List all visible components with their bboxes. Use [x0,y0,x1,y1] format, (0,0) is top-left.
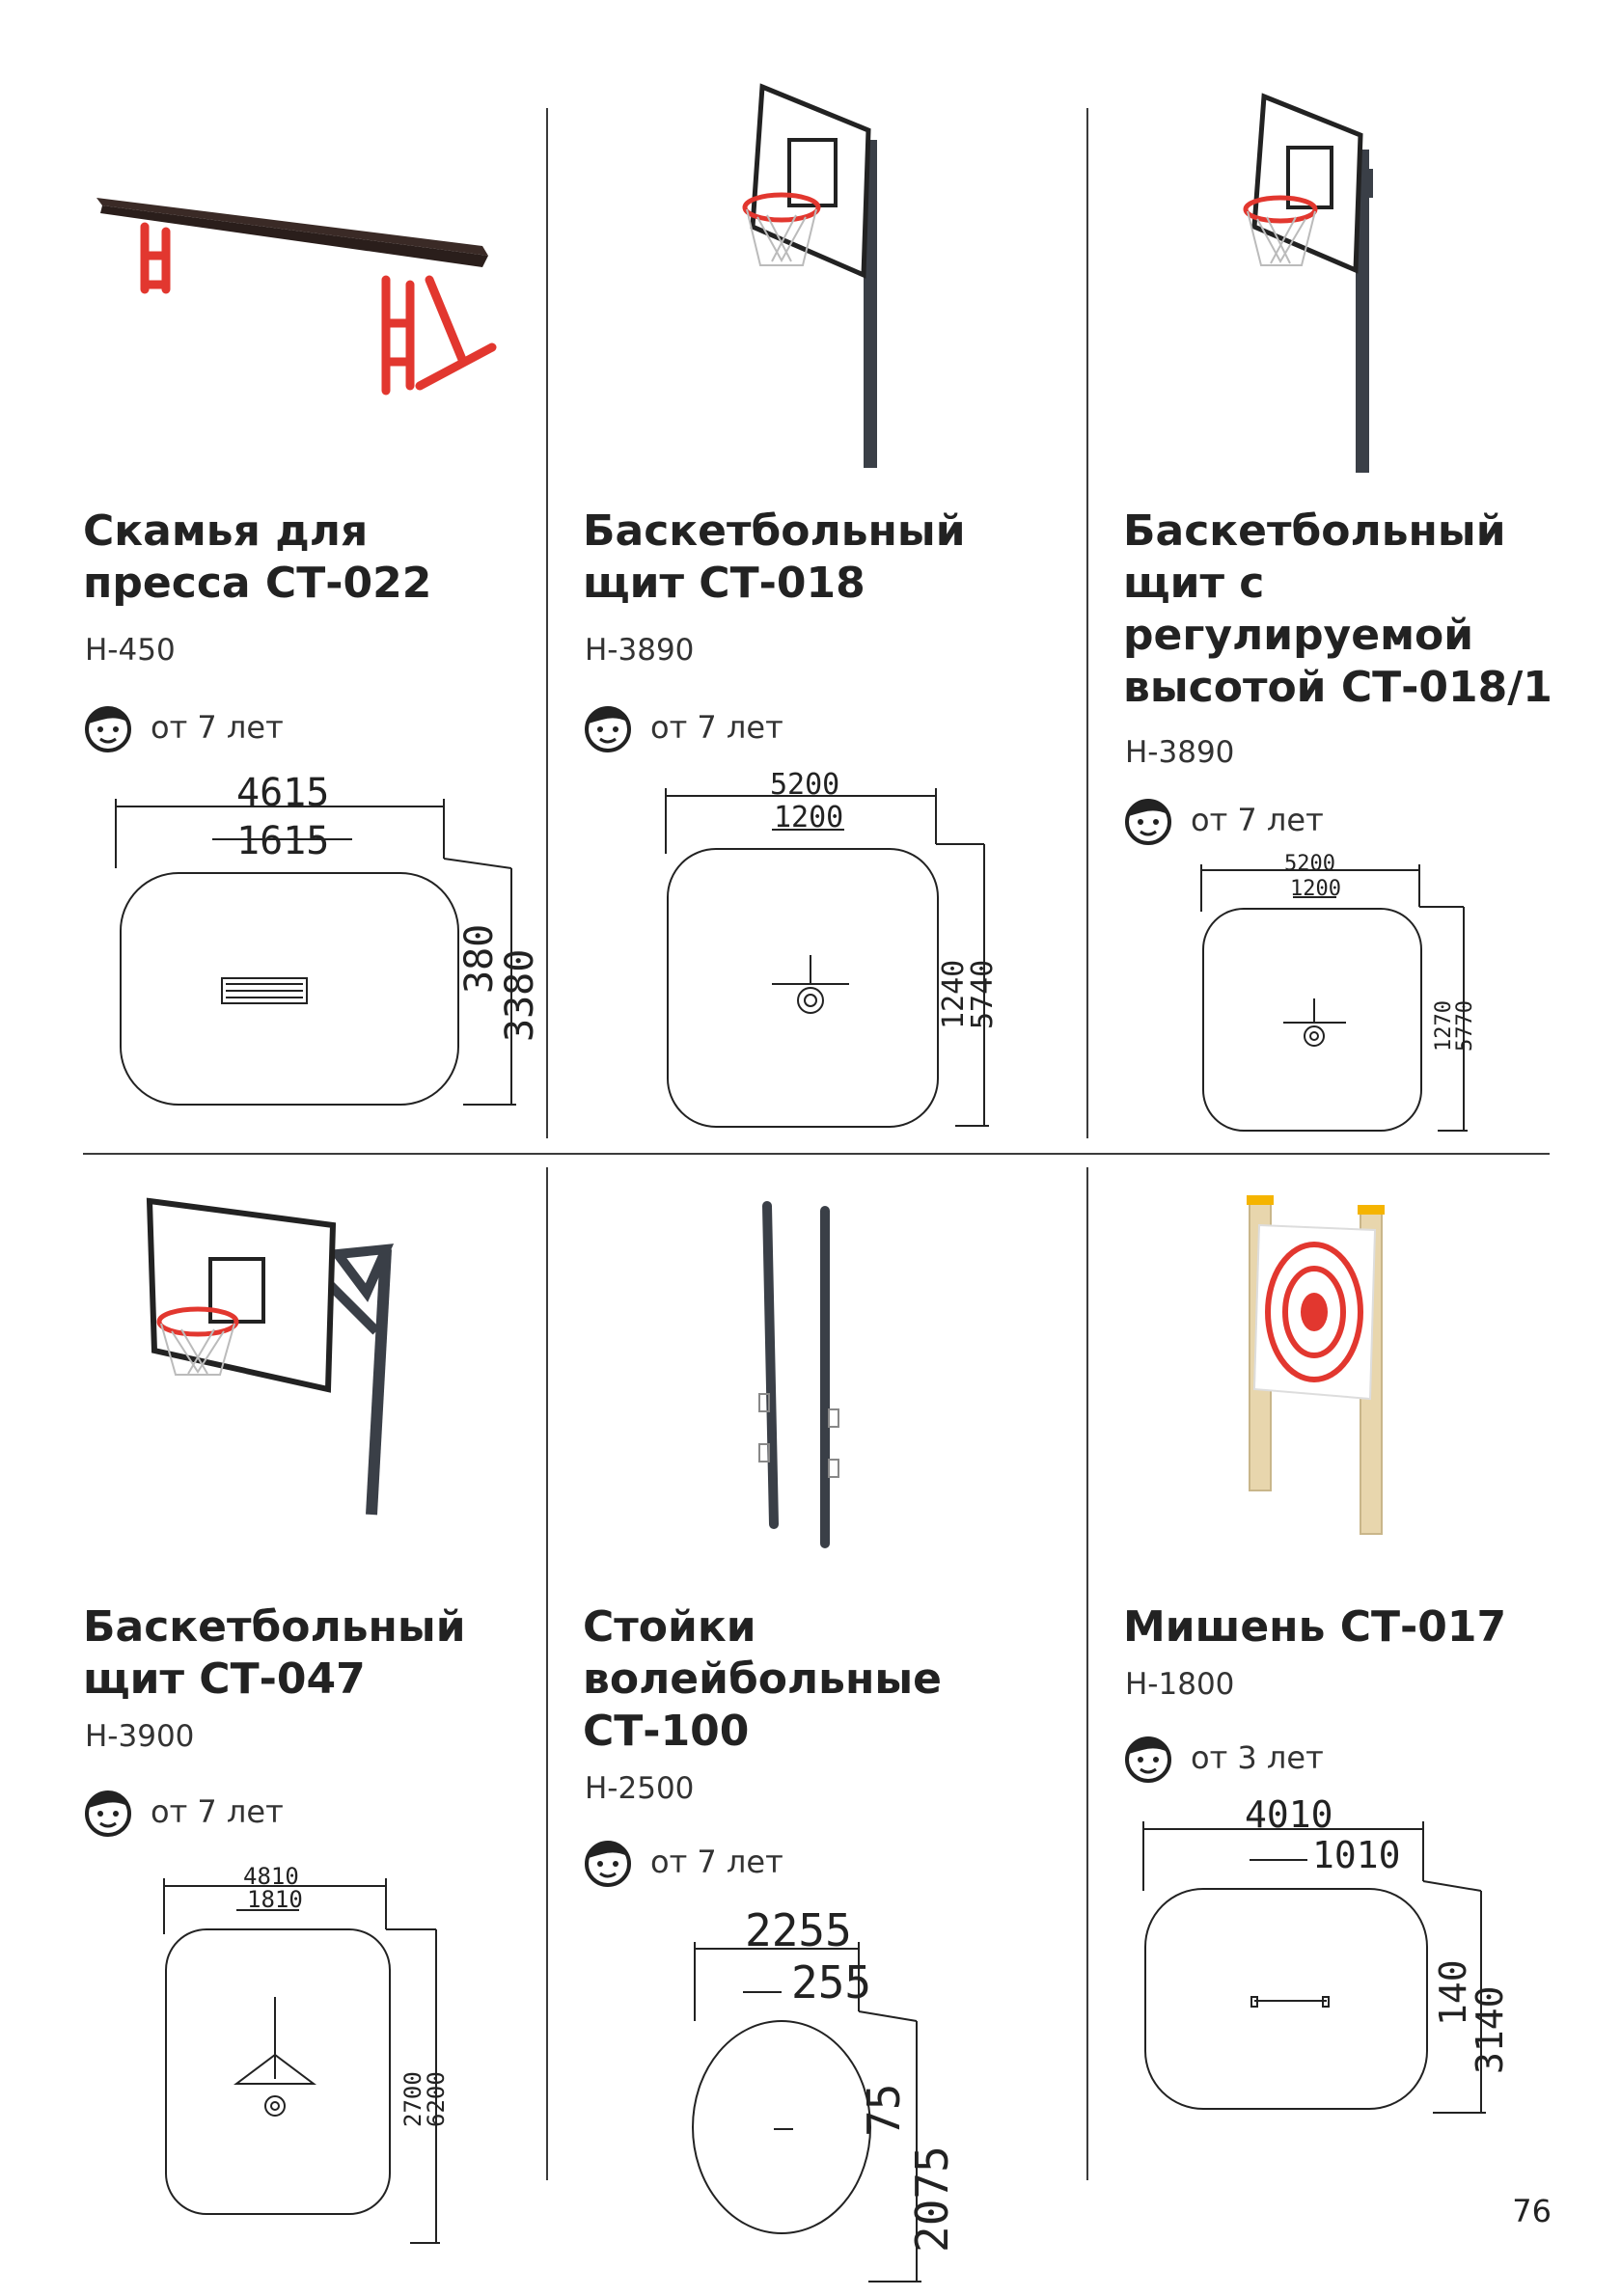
age-badge [81,1785,284,1839]
child-face-icon [1121,1731,1175,1785]
dim-inner-height: 1270 [1432,1000,1456,1052]
dim-inner-height: 2700 [399,2071,426,2127]
age-text: от 7 лет [1191,802,1324,838]
product-height: H-3890 [1125,735,1235,770]
dim-outer-width: 4615 [236,771,330,815]
footprint-diagram [1192,852,1597,1138]
dim-outer-width: 5200 [770,768,840,802]
dim-inner-width: 1615 [236,819,330,863]
row-divider [83,1153,1550,1155]
footprint-diagram [106,771,542,1129]
age-text: от 7 лет [650,1844,783,1880]
age-badge [581,1835,783,1889]
dim-inner-height: 75 [858,2083,910,2137]
child-face-icon [81,700,135,754]
child-face-icon [581,1835,635,1889]
dim-inner-width: 1200 [774,801,844,834]
dim-outer-width: 5200 [1284,852,1335,876]
bench-image [87,188,511,400]
basketball-stand-image [714,82,926,473]
product-card-bench [0,0,540,1138]
dim-inner-width: 255 [791,1956,872,2009]
age-badge [581,700,783,754]
footprint-diagram [685,1904,1052,2296]
dim-outer-height: 5770 [1453,1000,1477,1052]
child-face-icon [81,1785,135,1839]
age-badge [81,700,284,754]
basketball-stand-image [145,1196,405,1524]
product-card-target [1081,1158,1621,2296]
dim-outer-height: 3380 [498,948,542,1042]
target-image [1235,1191,1399,1539]
footprint-diagram [656,768,1061,1143]
dim-inner-height: 140 [1432,1959,1474,2026]
age-text: от 3 лет [1191,1739,1324,1776]
product-card-basketball-047 [0,1158,540,2296]
child-face-icon [581,700,635,754]
dim-outer-height: 3140 [1469,1985,1511,2074]
page-number: 76 [1512,2193,1552,2229]
dim-outer-height: 2075 [906,2146,958,2253]
product-height: H-3900 [85,1719,195,1754]
dim-outer-width: 2255 [745,1904,852,1956]
age-badge [1121,1731,1324,1785]
age-text: от 7 лет [151,1793,284,1830]
dim-inner-height: 380 [457,923,502,994]
dim-outer-height: 6200 [423,2071,450,2127]
product-height: H-3890 [585,633,695,668]
product-title: Мишень СТ-017 [1123,1602,1507,1652]
age-text: от 7 лет [151,709,284,746]
age-badge [1121,793,1324,847]
product-card-basketball-018 [540,0,1081,1138]
product-height: H-2500 [585,1771,695,1806]
product-card-volleyball-posts [540,1158,1081,2296]
dim-inner-width: 1200 [1290,877,1341,901]
product-height: H-450 [85,633,176,668]
volleyball-posts-image [748,1201,864,1553]
dim-outer-width: 4010 [1245,1793,1333,1836]
product-title: Баскетбольный щит СТ-018 [583,506,966,608]
footprint-diagram [154,1863,473,2248]
product-title: Баскетбольный щит СТ-047 [83,1602,466,1704]
dim-outer-height: 5740 [966,959,1000,1029]
dim-inner-width: 1010 [1312,1834,1401,1876]
product-title: Баскетбольный щит с регулируемой высотой СТ-018/1 [1123,506,1552,712]
dim-inner-width: 1810 [247,1886,303,1913]
age-text: от 7 лет [650,709,783,746]
child-face-icon [1121,793,1175,847]
product-height: H-1800 [1125,1667,1235,1702]
product-card-basketball-018-1 [1081,0,1621,1138]
product-title: Скамья для пресса СТ-022 [83,506,432,608]
basketball-stand-image [1221,92,1433,478]
dim-inner-height: 1240 [937,959,971,1029]
product-title: Стойки волейбольные СТ-100 [583,1602,943,1756]
footprint-diagram [1134,1793,1558,2137]
dim-outer-width: 4810 [243,1863,299,1890]
